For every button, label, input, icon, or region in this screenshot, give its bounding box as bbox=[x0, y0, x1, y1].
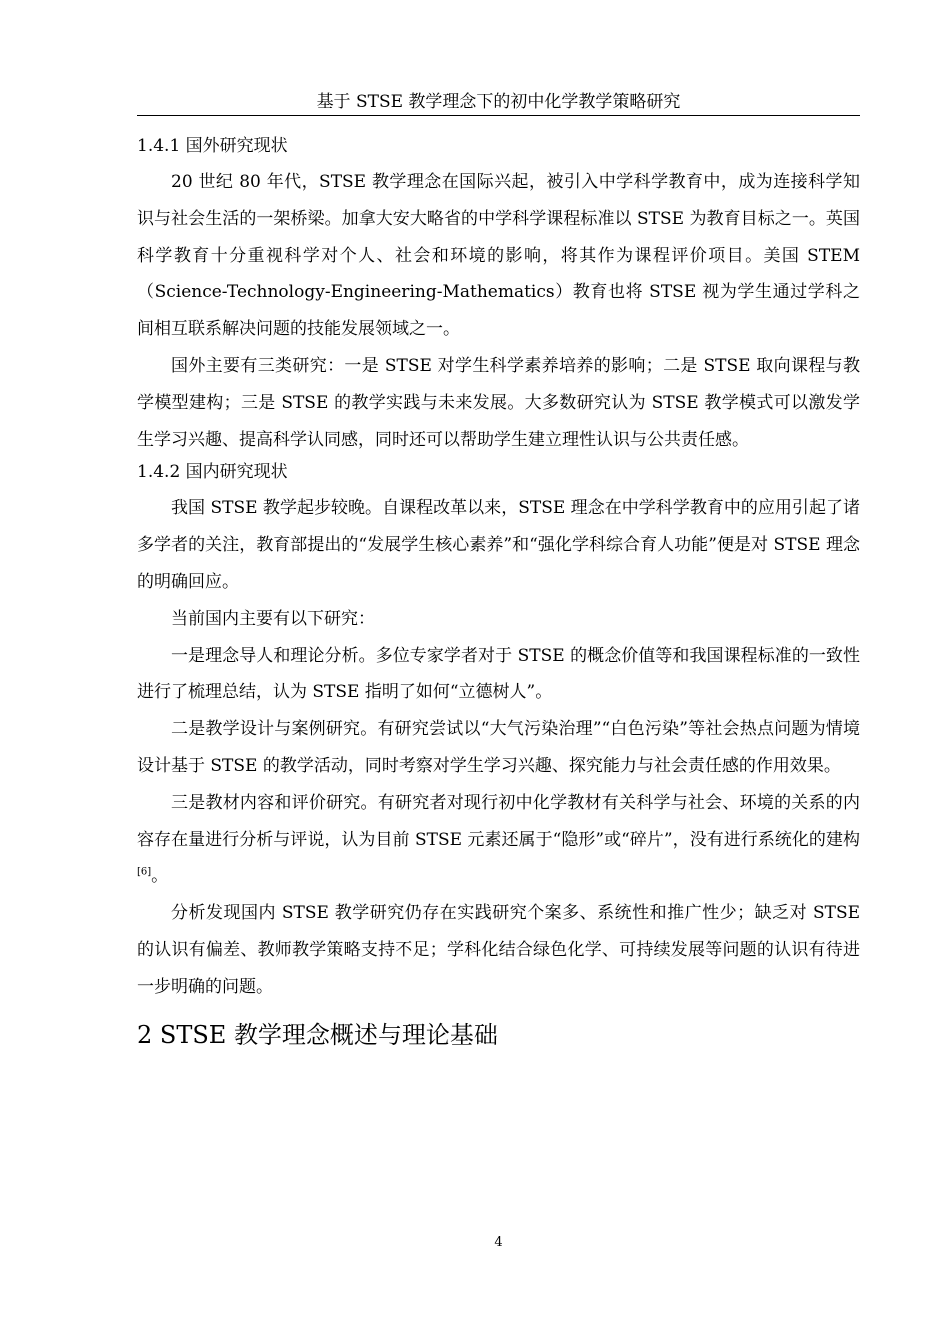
paragraph-domestic-textbooks bbox=[137, 785, 860, 895]
page-body bbox=[137, 134, 860, 1052]
running-header: 基于 STSE 教学理念下的初中化学教学策略研究 bbox=[316, 92, 681, 112]
paragraph-domestic-textbooks-text: 三是教材内容和评价研究。有研究者对现行初中化学教材有关科学与社会、环境的关系的内容存在量进行分析与评说，认为目前 STSE 元素还属于“隐形”或“碎片”，没有进行系统化的建构 bbox=[137, 792, 860, 850]
paragraph-foreign-research-types: 国外主要有三类研究：一是 STSE 对学生科学素养培养的影响；二是 STSE 取向课程与教学模型建构；三是 STSE 的教学实践与未来发展。大多数研究认为 STSE 教学模式可以激发学生学习兴趣、提高科学认同感，同时还可以帮助学生建立理性认识与公共责任感。 bbox=[137, 355, 860, 450]
subsection-heading-1-4-1: 1.4.1 国外研究现状 bbox=[137, 136, 288, 156]
section-heading-2: 2 STSE 教学理念概述与理论基础 bbox=[137, 1020, 498, 1049]
paragraph-domestic-overview: 我国 STSE 教学起步较晚。自课程改革以来，STSE 理念在中学科学教育中的应用引起了诸多学者的关注，教育部提出的“发展学生核心素养”和“强化学科综合育人功能”便是对 STSE 理念的明确回应。 bbox=[137, 498, 860, 592]
header-rule bbox=[137, 115, 860, 116]
page-number: 4 bbox=[494, 1235, 503, 1250]
citation-marker[interactable]: [6] bbox=[137, 866, 152, 878]
paragraph-domestic-cases: 二是教学设计与案例研究。有研究尝试以“大气污染治理”“白色污染”等社会热点问题为情境设计基于 STSE 的教学活动，同时考察对学生学习兴趣、探究能力与社会责任感的作用效果。 bbox=[137, 719, 860, 776]
paragraph-foreign-overview: 20 世纪 80 年代，STSE 教学理念在国际兴起，被引入中学科学教育中，成为连接科学知识与社会生活的一架桥梁。加拿大安大略省的中学科学课程标准以 STSE 为教育目标之一。英国科学教育十分重视科学对个人、社会和环境的影响，将其作为课程评价项目。美国 STEM（Science-Technology-Engineering-Mathematics）教育也将 STSE 视为学生通过学科之间相互联系解决问题的技能发展领域之一。 bbox=[137, 172, 860, 340]
paragraph-domestic-intro: 当前国内主要有以下研究： bbox=[171, 608, 375, 629]
paragraph-domestic-summary: 分析发现国内 STSE 教学研究仍存在实践研究个案多、系统性和推广性少；缺乏对 STSE 的认识有偏差、教师教学策略支持不足；学科化结合绿色化学、可持续发展等问题的认识有待进一步明确的问题。 bbox=[137, 903, 860, 997]
subsection-heading-1-4-2: 1.4.2 国内研究现状 bbox=[137, 462, 288, 483]
paragraph-domestic-theory: 一是理念导人和理论分析。多位专家学者对于 STSE 的概念价值等和我国课程标准的一致性进行了梳理总结，认为 STSE 指明了如何“立德树人”。 bbox=[137, 645, 860, 703]
paragraph-domestic-textbooks-end: 。 bbox=[151, 866, 169, 887]
